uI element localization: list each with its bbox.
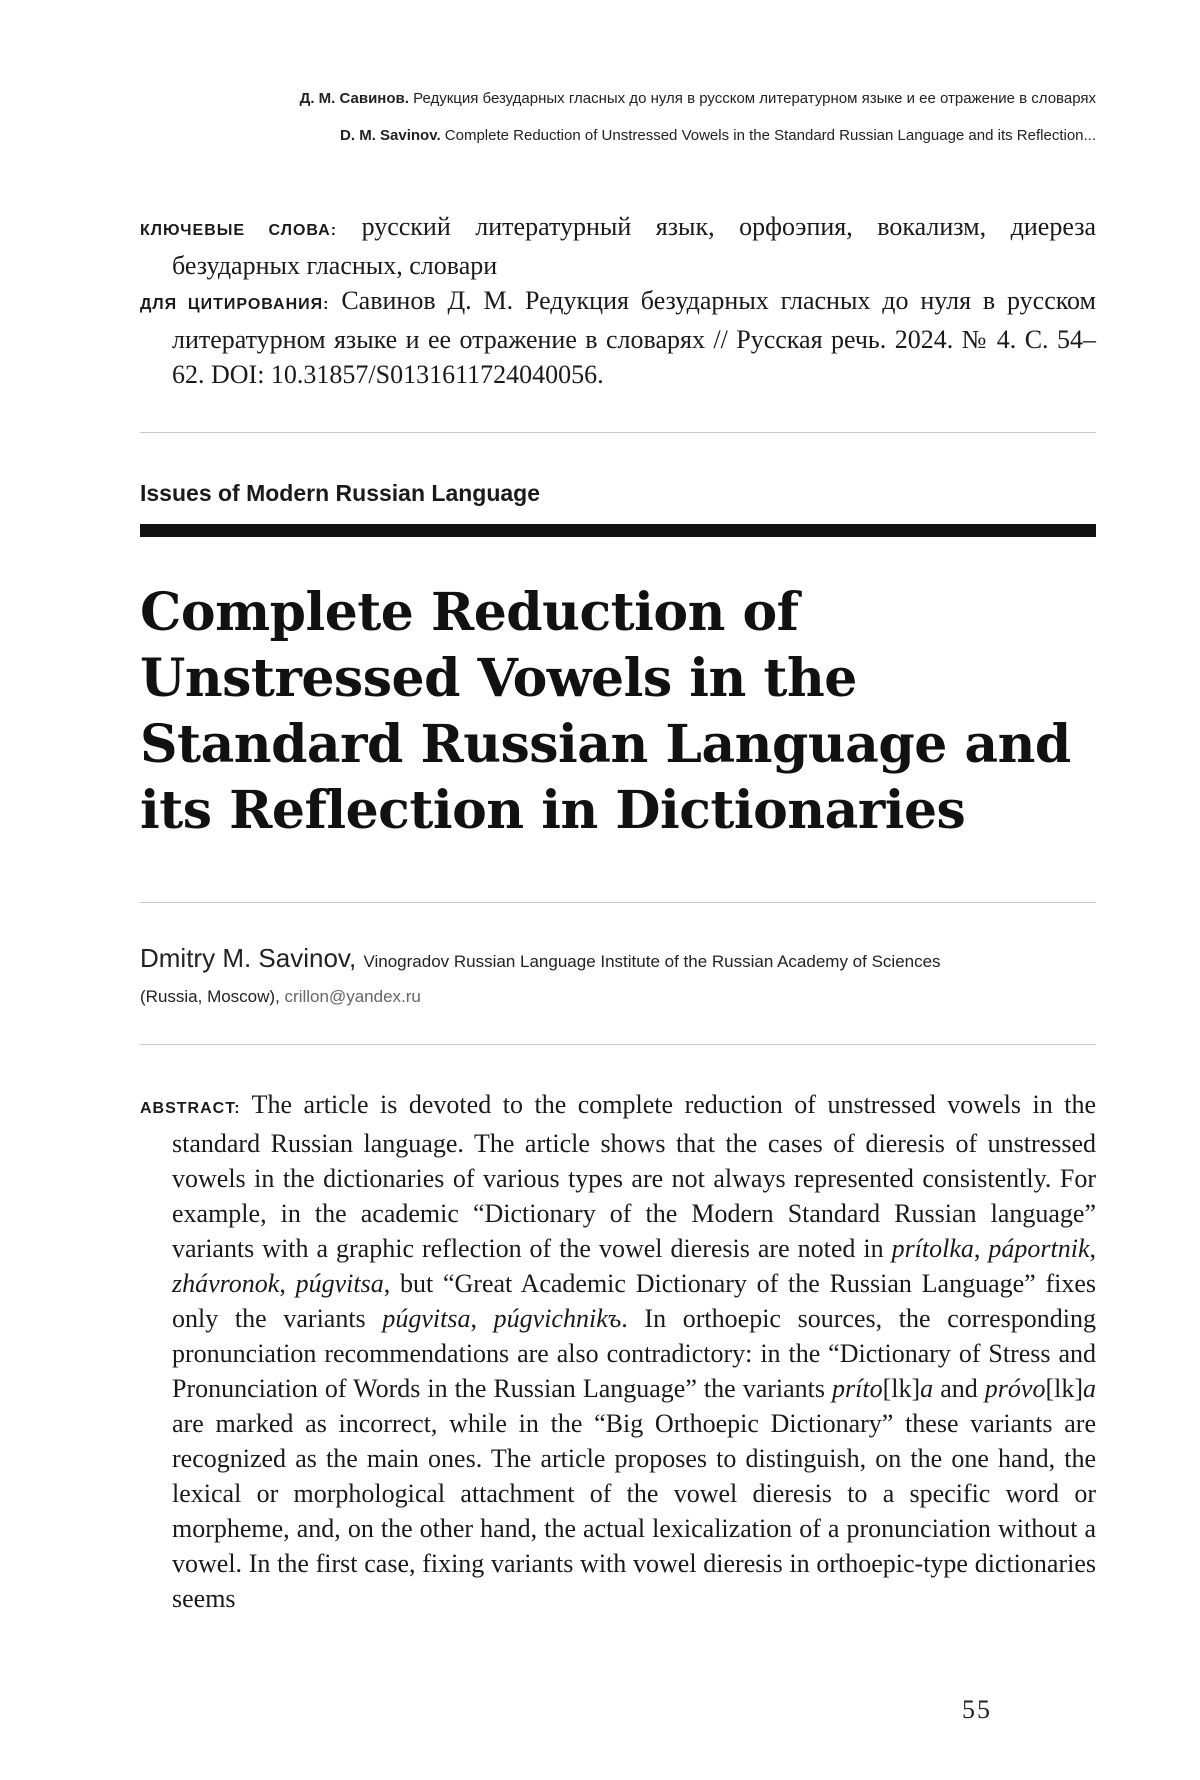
author-location: (Russia, Moscow), — [140, 987, 280, 1006]
article-metadata — [140, 209, 1096, 392]
running-head-ru-author: Д. М. Савинов. — [299, 90, 409, 107]
keywords-label: КЛЮЧЕВЫЕ СЛОВА: — [140, 222, 338, 239]
example-word: páportnik — [988, 1234, 1090, 1263]
example-word: próvo — [984, 1374, 1046, 1403]
article-title: Complete Reduction of Unstressed Vowels in the Standard Russian Language and its Reflection in Dictionaries — [140, 582, 1071, 841]
abstract-text: and — [933, 1374, 985, 1403]
example-word: prítolka — [891, 1234, 974, 1263]
keywords-text: русский литературный язык, орфоэпия, вокализм, диереза безударных гласных, словари — [172, 212, 1097, 280]
abstract-text: , — [470, 1304, 494, 1333]
author-name: Dmitry M. Savinov, — [140, 943, 357, 973]
example-word: a — [920, 1374, 934, 1403]
abstract-label: ABSTRACT: — [140, 1100, 241, 1117]
abstract-text: , — [279, 1269, 296, 1298]
section-label: Issues of Modern Russian Language — [140, 480, 541, 506]
author-location-line — [140, 980, 1096, 1014]
divider — [140, 1044, 1096, 1045]
abstract-paragraph — [140, 1087, 1096, 1616]
citation — [140, 283, 1096, 392]
running-head-en-title: Complete Reduction of Unstressed Vowels in the Standard Russian Language and its Reflection... — [444, 127, 1096, 144]
example-word: a — [1083, 1374, 1096, 1403]
abstract-text: are marked as incorrect, while in the “Big Orthoepic Dictionary” these variants are recognized as the main ones. The article proposes to distinguish, on the one hand, the lexical or morphological attachment of the vowel dieresis to a specific word or morpheme, and, on the other hand, the actual lexicalization of a pronunciation without a vowel. In the first case, fixing variants with vowel dieresis in orthoepic-type dictionaries seems — [172, 1409, 1096, 1613]
journal-page — [140, 0, 1096, 1780]
running-head-en-author: D. M. Savinov. — [340, 127, 441, 144]
citation-label: ДЛЯ ЦИТИРОВАНИЯ: — [140, 296, 330, 313]
divider — [140, 902, 1096, 903]
abstract-text: , but “Great Academic Dictionary of the Russian Language” fixes only the variants — [172, 1269, 1097, 1333]
example-word: púgvitsa — [295, 1269, 384, 1298]
abstract — [140, 1087, 1096, 1616]
author-line — [140, 940, 1096, 980]
abstract-text: , — [1089, 1234, 1096, 1263]
running-head-russian — [300, 90, 1096, 107]
divider — [140, 432, 1096, 433]
author-email-link[interactable]: crillon@yandex.ru — [284, 987, 421, 1006]
abstract-text: . In orthoepic sources, the corresponding pronunciation recommendations are also contradictory: in the “Dictionary of Stress and Pronunciation of Words in the Russian Language” the variants — [172, 1304, 1097, 1403]
author-info — [140, 940, 1096, 1014]
running-head-ru-title: Редукция безударных гласных до нуля в русском литературном языке и ее отражение в словарях — [413, 90, 1096, 107]
citation-text: Савинов Д. М. Редукция безударных гласных до нуля в русском литературном языке и ее отражение в словарях // Русская речь. 2024. № 4. С. 54–62. DOI: 10.31857/S0131611724040056. — [172, 286, 1097, 389]
section-bar — [140, 524, 1096, 537]
abstract-text: The article is devoted to the complete reduction of unstressed vowels in the standard Russian language. The article shows that the cases of dieresis of unstressed vowels in the dictionaries of various types are not always represented consistently. For example, in the academic “Dictionary of the Modern Standard Russian language” variants with a graphic reflection of the vowel dieresis are noted in — [172, 1090, 1096, 1263]
example-word: púgvichnikъ — [493, 1304, 622, 1333]
example-word: zhávronok — [172, 1269, 280, 1298]
author-affiliation: Vinogradov Russian Language Institute of the Russian Academy of Sciences — [363, 952, 941, 971]
transcription: [lk] — [1045, 1374, 1083, 1403]
example-word: púgvitsa — [382, 1304, 471, 1333]
running-head-english — [340, 127, 1096, 144]
abstract-text: , — [973, 1234, 989, 1263]
keywords — [140, 209, 1096, 283]
example-word: príto — [832, 1374, 883, 1403]
page-number: 55 — [962, 1695, 992, 1724]
transcription: [lk] — [882, 1374, 921, 1403]
